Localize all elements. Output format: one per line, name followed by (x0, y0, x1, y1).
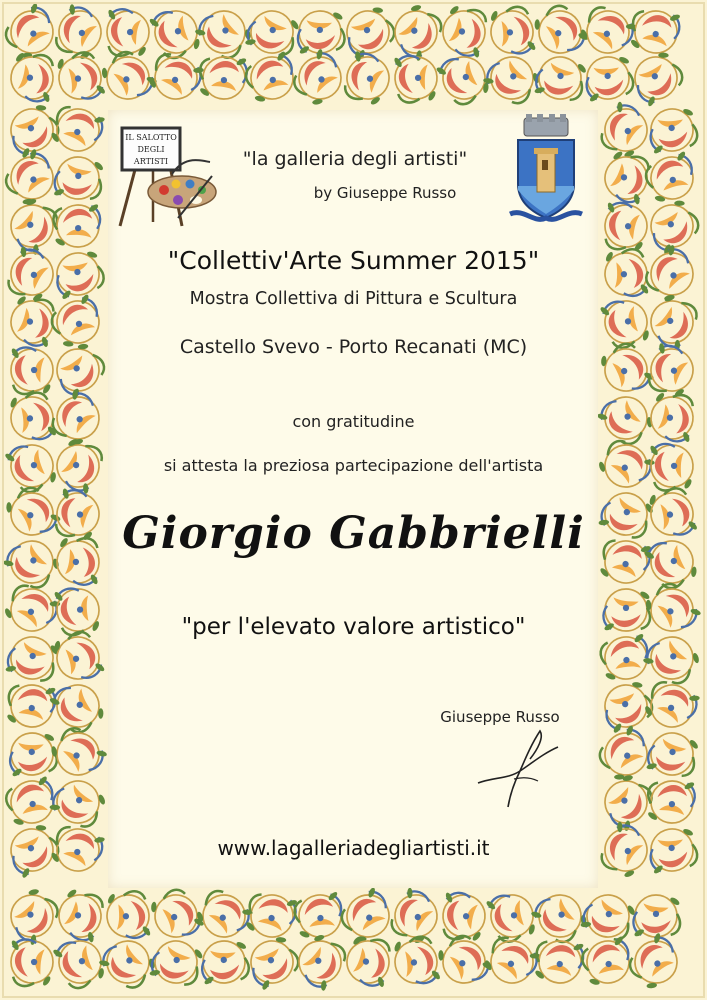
attestation-text: si attesta la preziosa partecipazione dell'artista (163, 456, 544, 475)
event-title: "Collettiv'Arte Summer 2015" (167, 246, 540, 275)
gallery-byline: by Giuseppe Russo (313, 184, 457, 202)
town-crest-icon (504, 114, 588, 230)
svg-text:ARTISTI: ARTISTI (133, 157, 169, 166)
signer-name: Giuseppe Russo (440, 708, 560, 726)
event-subtitle: Mostra Collettiva di Pittura e Scultura (189, 289, 518, 309)
handwritten-signature-icon (474, 727, 564, 809)
artist-name: Giorgio Gabbrielli (122, 508, 585, 559)
palette-easel-logo-icon (112, 122, 222, 230)
motivation-text: "per l'elevato valore artistico" (181, 614, 526, 640)
event-location: Castello Svevo - Porto Recanati (MC) (179, 336, 528, 358)
gratitude-text: con gratitudine (292, 412, 415, 431)
svg-text:IL SALOTTO: IL SALOTTO (125, 133, 177, 142)
website-link[interactable]: www.lagalleriadegliartisti.it (217, 836, 490, 860)
gallery-title: "la galleria degli artisti" (242, 148, 468, 170)
svg-text:DEGLI: DEGLI (137, 145, 165, 154)
